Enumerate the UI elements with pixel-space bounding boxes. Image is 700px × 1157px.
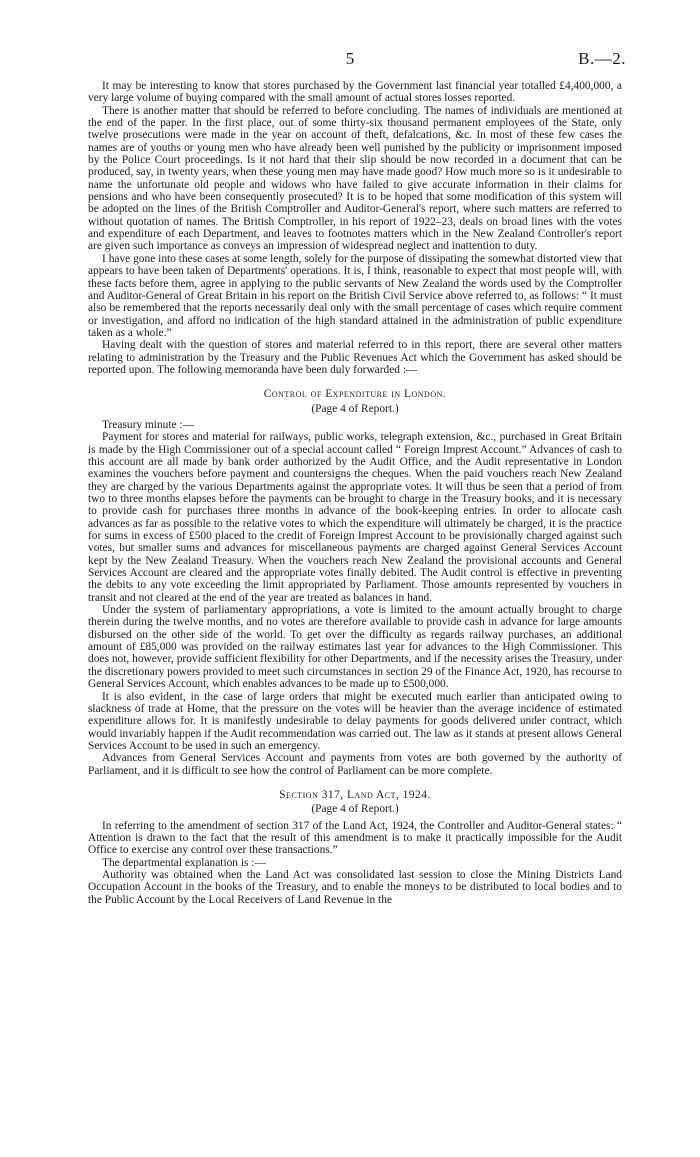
paragraph: Authority was obtained when the Land Act was consolidated last session to close the Mining Districts Land Occupation Account in the books of the Treasury, and to enable the moneys to be distributed to local bodies and to the Public Account by the Local Receivers of Land Revenue in the (88, 868, 622, 906)
paragraph: Advances from General Services Account and payments from votes are both governed by the authority of Parliament, and it is difficult to see how the control of Parliament can be more complete. (88, 752, 622, 777)
paragraph: Under the system of parliamentary appropriations, a vote is limited to the amount actually brought to charge therein during the twelve months, and no votes are therefore available to provide cash in advance for large amounts disbursed on the other side of the world. To get over the difficulty as regards railway purchases, an additional amount of £85,000 was provided on the railway estimates last year for advances to the High Commissioner. This does not, however, provide sufficient flexibility for other Departments, and if the necessity arises the Treasury, under the discretionary powers provided to meet such circumstances in section 29 of the Finance Act, 1920, has recourse to General Services Account, which enables advances to be made up to £500,000. (88, 604, 622, 691)
body-text (88, 80, 622, 906)
paragraph: The departmental explanation is :— (102, 856, 266, 869)
paragraph: Treasury minute :— (102, 418, 194, 431)
paragraph: Payment for stores and material for railways, public works, telegraph extension, &c., purchased in Great Britain is made by the High Commissioner out of a special account called “ Foreign Imprest Account.” Advances of cash to this account are all made by bank order authorized by the Audit Office, and the Audit representative in London examines the vouchers before payment and countersigns the cheques. When the paid vouchers reach New Zealand they are charged by the various Departments against the appropriate votes. It will thus be seen that a period of from two to three months elapses before the payments can be brought to charge in the Treasury books, and it is necessary to provide cash for purchases three months in advance of the book-keeping entries. In order to allocate cash advances as far as possible to the relative votes to which the expenditure will ultimately be charged, it is the practice for sums in excess of £500 placed to the credit of Foreign Imprest Account to be provisionally charged against such votes, but smaller sums and advances for miscellaneous payments are charged against General Services Account kept by the New Zealand Treasury. When the vouchers reach New Zealand the provisional accounts and General Services Account are cleared and the appropriate votes finally debited. The Audit control is effective in preventing the debits to any vote exceeding the limit appropriated by Parliament. Those amounts represented by vouchers in transit and not cleared at the end of the year are treated as balances in hand. (88, 431, 622, 604)
paragraph: In referring to the amendment of section 317 of the Land Act, 1924, the Controller and Auditor-General states: “ Attention is drawn to the fact that the result of this amendment is to make it practically impossible for the Audit Office to exercise any control over these transactions.” (88, 819, 622, 857)
section-heading: Control of Expenditure in London. (263, 388, 447, 401)
section-heading: Section 317, Land Act, 1924. (279, 788, 431, 801)
paragraph: It may be interesting to know that stores purchased by the Government last financial year totalled £4,400,000, a very large volume of buying compared with the small amount of actual stores losses reported. (88, 80, 622, 105)
paragraph: There is another matter that should be referred to before concluding. The names of individuals are mentioned at the end of the paper. In the first place, out of some thirty-six thousand permanent employees of the State, only twelve prosecutions were made in the year on account of theft, defalcations, &c. In most of these few cases the names are of youths or young men who have already been well punished by the publicity or imprisonment imposed by the Police Court proceedings. Is it not hard that their slip should be now recorded in a document that can be produced, say, in twenty years, when these young men may have made good? How much more so is it undesirable to name the unfortunate old people and widows who have failed to give accurate information in their claims for pensions and who have been consequently prosecuted? It is to be hoped that some modification of this system will be adopted on the lines of the British Comptroller and Auditor-General's report, where such matters are referred to without quotation of names. The British Comptroller, in his report of 1922–23, deals on broad lines with the votes and expenditure of each Department, and leaves to footnotes matters which in the New Zealand Controller's report are given such importance as conveys an impression of widespread neglect and inattention to duty. (88, 104, 622, 253)
paragraph: I have gone into these cases at some length, solely for the purpose of dissipating the somewhat distorted view that appears to have been taken of Departments' operations. It is, I think, reasonable to expect that most people will, with these facts before them, agree in applying to the public servants of New Zealand the words used by the Comptroller and Auditor-General of Great Britain in his report on the British Civil Service above referred to, as follows: “ It must also be remembered that the reports necessarily deal only with the small percentage of cases which require comment or investigation, and afford no indication of the high standard attained in the administration of public expenditure taken as a whole.” (88, 252, 622, 339)
page-number: 5 (345, 49, 355, 68)
paragraph: Having dealt with the question of stores and material referred to in this report, there are several other matters relating to administration by the Treasury and the Public Revenues Act which the Government has asked should be reported upon. The following memoranda have been duly forwarded :— (88, 339, 622, 376)
section-subheading: (Page 4 of Report.) (311, 402, 399, 415)
section-subheading: (Page 4 of Report.) (311, 803, 399, 816)
document-reference: B.—2. (578, 49, 626, 68)
paragraph: It is also evident, in the case of large orders that might be executed much earlier than anticipated owing to slackness of trade at Home, that the pressure on the votes will be heavier than the average incidence of estimated expenditure allows for. It is manifestly undesirable to delay payments for goods delivered under contract, which would invariably happen if the Audit recommendation was carried out. The law as it stands at present allows General Services Account to be used in such an emergency. (88, 690, 622, 752)
